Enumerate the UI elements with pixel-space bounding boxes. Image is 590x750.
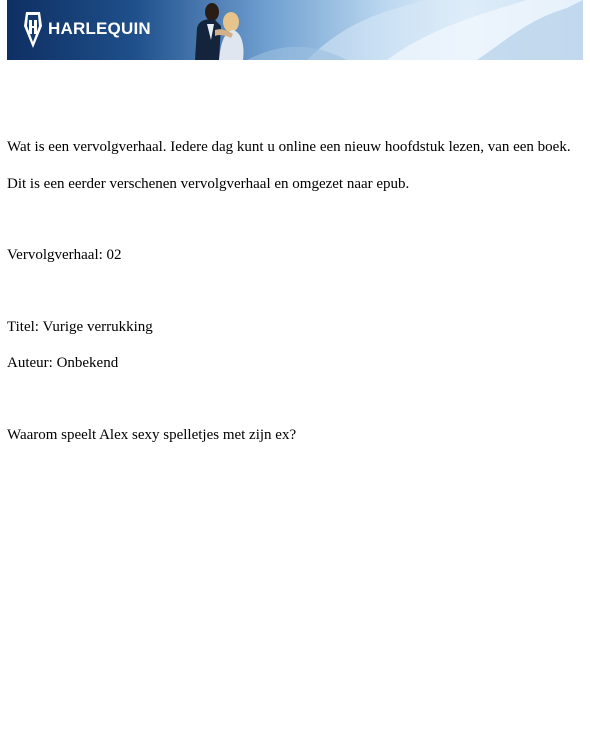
couple-image <box>195 3 244 60</box>
harlequin-banner <box>7 0 583 60</box>
serial-number: Vervolgverhaal: 02 <box>7 247 122 263</box>
story-teaser: Waarom speelt Alex sexy spelletjes met zijn ex? <box>7 427 297 443</box>
harlequin-logo-icon <box>24 12 42 48</box>
epub-note: Dit is een eerder verschenen vervolgverhaal en omgezet naar epub. <box>7 176 410 192</box>
intro-text: Wat is een vervolgverhaal. Iedere dag kunt u online een nieuw hoofdstuk lezen, van een boek. <box>7 139 571 155</box>
harlequin-logo-text: HARLEQUIN <box>48 19 151 38</box>
story-author: Auteur: Onbekend <box>7 355 119 371</box>
story-title: Titel: Vurige verrukking <box>7 319 153 335</box>
